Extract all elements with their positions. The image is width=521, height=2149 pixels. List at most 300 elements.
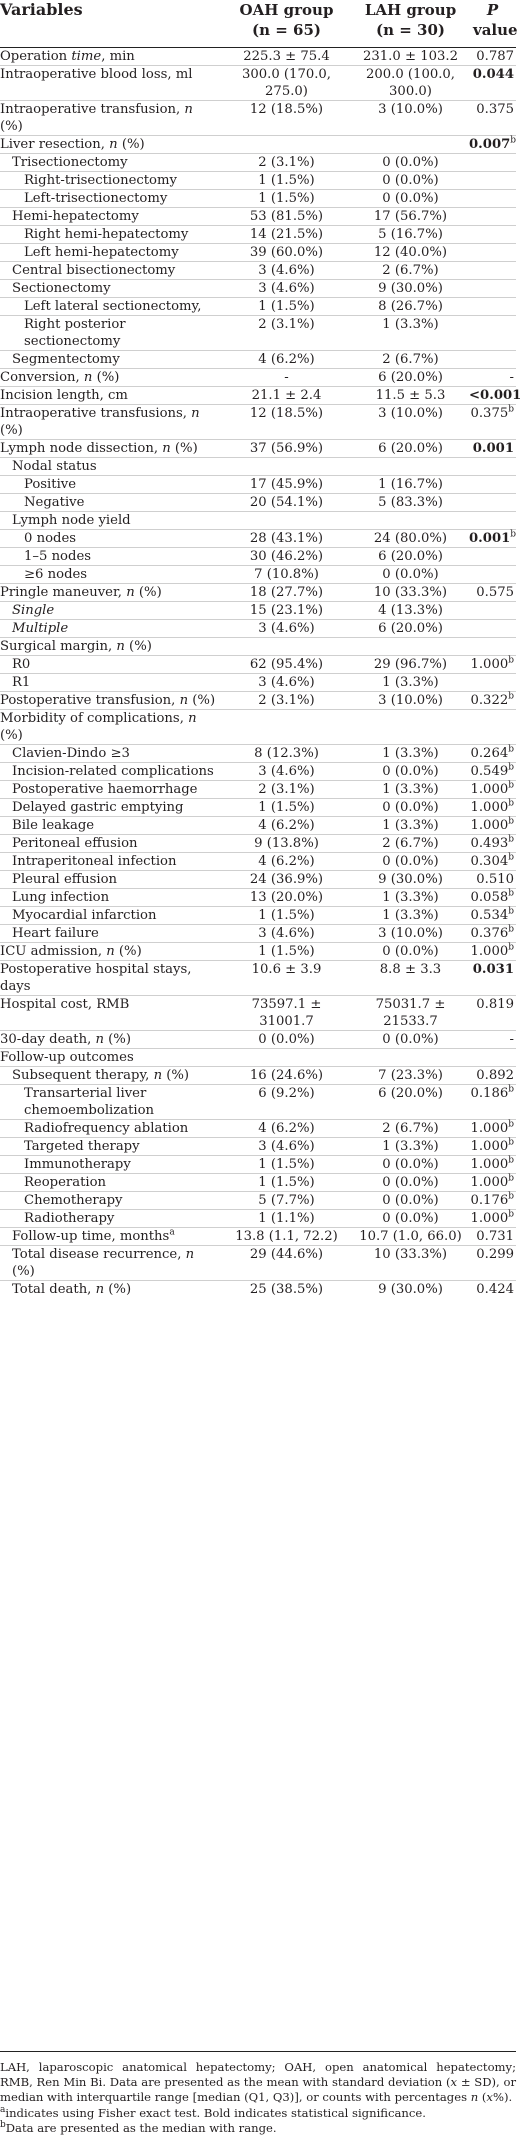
row-label: [0, 66, 221, 101]
lah-value: 10 (33.3%): [352, 584, 469, 602]
row-label: [0, 710, 221, 745]
p-value: [469, 674, 516, 692]
footnote-b: $^b$Data are presented as the median with range.: [0, 2119, 277, 2135]
row-label-text: Clavien-Dindo ≥3: [12, 746, 130, 761]
row-label-text: Incision-related complications: [12, 764, 214, 779]
row-label-text: 1–5 nodes: [24, 549, 92, 564]
p-value-text: 1.000: [470, 1139, 509, 1154]
oah-value: 2 (3.1%): [221, 316, 352, 351]
p-value: [469, 512, 516, 530]
oah-value: 24 (36.9%): [221, 871, 352, 889]
oah-value: 5 (7.7%): [221, 1192, 352, 1210]
oah-value: 21.1 ± 2.4: [221, 387, 352, 405]
table-row: [0, 1228, 516, 1246]
oah-value: 3 (4.6%): [221, 262, 352, 280]
lah-value: 1 (3.3%): [352, 316, 469, 351]
row-label-text: Reoperation: [24, 1175, 107, 1190]
table-row: [0, 1120, 516, 1138]
p-value: [469, 208, 516, 226]
row-label-text: 0 nodes: [24, 531, 77, 546]
lah-value: 75031.7 ± 21533.7: [352, 996, 469, 1031]
row-label-text: Follow-up time, months: [12, 1229, 170, 1244]
table-row: [0, 943, 516, 961]
lah-value: [352, 1049, 469, 1067]
oah-value: 15 (23.1%): [221, 602, 352, 620]
oah-value: 3 (4.6%): [221, 925, 352, 943]
table-row: [0, 710, 516, 745]
p-value: [469, 996, 516, 1031]
row-label-text: Lymph node yield: [12, 513, 131, 528]
oah-value: 4 (6.2%): [221, 1120, 352, 1138]
p-value-text: 1.000: [470, 1157, 509, 1172]
table-row: [0, 387, 516, 405]
p-value: [469, 1228, 516, 1246]
p-value-text: 0.264: [470, 746, 509, 761]
lah-value: 12 (40.0%): [352, 244, 469, 262]
row-label: [0, 548, 221, 566]
table-row: [0, 369, 516, 387]
oah-value: 8 (12.3%): [221, 745, 352, 763]
row-label-text: Right hemi-hepatectomy: [24, 227, 189, 242]
table-row: [0, 817, 516, 835]
table-row: [0, 674, 516, 692]
p-value: [469, 190, 516, 208]
row-label: [0, 280, 221, 298]
p-value: [469, 961, 516, 996]
lah-value: 231.0 ± 103.2: [352, 48, 469, 66]
row-label-text: Hospital cost, RMB: [0, 997, 130, 1012]
p-value: [469, 889, 516, 907]
p-value-text: -: [509, 370, 514, 385]
row-label: [0, 1138, 221, 1156]
table-row: [0, 512, 516, 530]
table-row: [0, 1156, 516, 1174]
lah-value: 1 (16.7%): [352, 476, 469, 494]
oah-value: 0 (0.0%): [221, 1031, 352, 1049]
row-label-text: Total death, n (%): [12, 1282, 132, 1297]
p-value-text: 1.000: [470, 944, 509, 959]
p-value-text: 0.186: [470, 1086, 509, 1101]
row-label: [0, 298, 221, 316]
lah-value: 1 (3.3%): [352, 674, 469, 692]
p-value-text: 0.031: [472, 962, 514, 977]
row-label-text: Single: [12, 603, 55, 618]
p-value-text: 0.534: [470, 908, 509, 923]
table-row: [0, 440, 516, 458]
p-value-text: 1.000: [470, 1211, 509, 1226]
row-label-text: Central bisectionectomy: [12, 263, 176, 278]
row-label: [0, 1281, 221, 1299]
row-label-text: Liver resection, n (%): [0, 137, 145, 152]
row-label-text: Pleural effusion: [12, 872, 118, 887]
p-value-text: 0.376: [470, 926, 509, 941]
table-row: [0, 208, 516, 226]
row-label: [0, 566, 221, 584]
row-label-text: Radiofrequency ablation: [24, 1121, 189, 1136]
p-footnote-mark: b: [508, 906, 514, 917]
p-footnote-mark: b: [508, 1191, 514, 1202]
row-label: [0, 584, 221, 602]
p-value: [469, 1049, 516, 1067]
p-value: [469, 1156, 516, 1174]
table-row: [0, 1049, 516, 1067]
oah-value: 6 (9.2%): [221, 1085, 352, 1120]
p-value: [469, 584, 516, 602]
row-label-text: Postoperative transfusion, n (%): [0, 693, 216, 708]
p-value: [469, 745, 516, 763]
p-footnote-mark: b: [508, 1119, 514, 1130]
table-row: [0, 476, 516, 494]
p-footnote-mark: b: [508, 852, 514, 863]
oah-value: 16 (24.6%): [221, 1067, 352, 1085]
lah-value: 1 (3.3%): [352, 1138, 469, 1156]
oah-value: [221, 458, 352, 476]
lah-value: 0 (0.0%): [352, 1192, 469, 1210]
table-row: [0, 405, 516, 440]
oah-value: 1 (1.5%): [221, 943, 352, 961]
row-label-text: Left hemi-hepatectomy: [24, 245, 179, 260]
row-label-text: Left-trisectionectomy: [24, 191, 168, 206]
row-label-text: Lung infection: [12, 890, 110, 905]
lah-value: 9 (30.0%): [352, 280, 469, 298]
oah-value: 4 (6.2%): [221, 817, 352, 835]
p-value: [469, 763, 516, 781]
table-row: [0, 1281, 516, 1299]
row-label: [0, 656, 221, 674]
p-value: [469, 1085, 516, 1120]
row-label: [0, 602, 221, 620]
table-row: [0, 494, 516, 512]
lah-value: [352, 136, 469, 154]
header-oah-group: OAH group (n = 65): [221, 0, 352, 48]
p-value-text: 0.892: [476, 1068, 514, 1083]
oah-value: 62 (95.4%): [221, 656, 352, 674]
oah-value: 2 (3.1%): [221, 781, 352, 799]
p-footnote-mark: b: [508, 780, 514, 791]
p-footnote-mark: b: [508, 762, 514, 773]
p-value-text: 1.000: [470, 1175, 509, 1190]
lah-value: 3 (10.0%): [352, 925, 469, 943]
p-value-text: 0.322: [470, 693, 509, 708]
table-row: [0, 244, 516, 262]
lah-value: 1 (3.3%): [352, 907, 469, 925]
p-value-text: 0.493: [470, 836, 509, 851]
p-value-text: 0.424: [476, 1282, 514, 1297]
p-footnote-mark: b: [508, 888, 514, 899]
row-label: [0, 871, 221, 889]
p-footnote-mark: b: [510, 529, 517, 540]
p-value-text: 1.000: [470, 800, 509, 815]
p-value: [469, 48, 516, 66]
lah-value: 200.0 (100.0, 300.0): [352, 66, 469, 101]
table-row: [0, 101, 516, 136]
table-row: [0, 48, 516, 66]
row-label: [0, 1067, 221, 1085]
footnote-a: $^a$indicates using Fisher exact test. Bold indicates statistical significance.: [0, 2104, 426, 2120]
table-row: [0, 530, 516, 548]
oah-value: 39 (60.0%): [221, 244, 352, 262]
table-row: [0, 458, 516, 476]
p-value: [469, 405, 516, 440]
p-value: [469, 656, 516, 674]
table-row: [0, 781, 516, 799]
row-label: [0, 530, 221, 548]
p-value: [469, 458, 516, 476]
p-value-text: 1.000: [470, 782, 509, 797]
table-row: [0, 1138, 516, 1156]
row-label-text: Myocardial infarction: [12, 908, 157, 923]
table-row: [0, 1246, 516, 1281]
table-row: [0, 351, 516, 369]
p-footnote-mark: b: [508, 942, 514, 953]
row-label-text: Surgical margin, n (%): [0, 639, 152, 654]
row-label-text: Lymph node dissection, n (%): [0, 441, 198, 456]
row-label: [0, 763, 221, 781]
oah-value: 12 (18.5%): [221, 101, 352, 136]
oah-value: [221, 710, 352, 745]
oah-value: 13 (20.0%): [221, 889, 352, 907]
p-value: [469, 781, 516, 799]
oah-value: 225.3 ± 75.4: [221, 48, 352, 66]
row-label: [0, 316, 221, 351]
lah-value: 2 (6.7%): [352, 835, 469, 853]
row-label: [0, 1174, 221, 1192]
lah-value: 8.8 ± 3.3: [352, 961, 469, 996]
p-value: [469, 638, 516, 656]
lah-value: 0 (0.0%): [352, 1210, 469, 1228]
lah-value: 2 (6.7%): [352, 262, 469, 280]
lah-value: 3 (10.0%): [352, 405, 469, 440]
oah-value: 18 (27.7%): [221, 584, 352, 602]
table-row: [0, 136, 516, 154]
oah-value: 12 (18.5%): [221, 405, 352, 440]
p-value-text: 0.176: [470, 1193, 509, 1208]
p-value: [469, 692, 516, 710]
p-value-text: 0.044: [472, 67, 514, 82]
lah-value: 8 (26.7%): [352, 298, 469, 316]
row-label: [0, 799, 221, 817]
lah-value: [352, 512, 469, 530]
p-value-text: 0.001: [472, 441, 514, 456]
row-label: [0, 154, 221, 172]
table-header-row: [0, 0, 516, 48]
p-value-text: 0.058: [470, 890, 509, 905]
oah-value: [221, 136, 352, 154]
lah-value: 5 (83.3%): [352, 494, 469, 512]
lah-value: 0 (0.0%): [352, 943, 469, 961]
lah-value: 17 (56.7%): [352, 208, 469, 226]
table-body: [0, 48, 521, 1299]
row-label: [0, 1192, 221, 1210]
oah-value: 53 (81.5%): [221, 208, 352, 226]
oah-value: 37 (56.9%): [221, 440, 352, 458]
p-value: [469, 1067, 516, 1085]
p-value-text: 0.819: [476, 997, 514, 1012]
p-value: [469, 280, 516, 298]
header-lah-group: LAH group (n = 30): [352, 0, 469, 48]
lah-value: 3 (10.0%): [352, 692, 469, 710]
lah-value: 0 (0.0%): [352, 853, 469, 871]
p-value: [469, 244, 516, 262]
row-label-text: Incision length, cm: [0, 388, 128, 403]
p-value-text: 0.304: [470, 854, 509, 869]
p-footnote-mark: b: [508, 924, 514, 935]
p-value-text: 0.375: [476, 102, 514, 117]
table-row: [0, 692, 516, 710]
oah-value: 73597.1 ± 31001.7: [221, 996, 352, 1031]
header-p-value: P value: [469, 0, 516, 48]
row-label: [0, 262, 221, 280]
row-label: [0, 440, 221, 458]
p-footnote-mark: b: [508, 1155, 514, 1166]
row-label-text: Delayed gastric emptying: [12, 800, 184, 815]
row-label: [0, 387, 221, 405]
p-value: [469, 835, 516, 853]
oah-value: 2 (3.1%): [221, 692, 352, 710]
oah-value: 3 (4.6%): [221, 674, 352, 692]
lah-value: 4 (13.3%): [352, 602, 469, 620]
row-label: [0, 512, 221, 530]
table-row: [0, 548, 516, 566]
p-value: [469, 262, 516, 280]
p-value: [469, 1031, 516, 1049]
row-label-text: Intraoperative blood loss, ml: [0, 67, 193, 82]
oah-value: 1 (1.5%): [221, 190, 352, 208]
row-label-text: 30-day death, n (%): [0, 1032, 131, 1047]
row-label-text: Positive: [24, 477, 77, 492]
p-footnote-mark: b: [508, 404, 514, 415]
lah-value: 10 (33.3%): [352, 1246, 469, 1281]
table-footnotes: [0, 2051, 516, 2136]
p-value: [469, 602, 516, 620]
p-value: [469, 172, 516, 190]
p-value: [469, 369, 516, 387]
lah-value: 0 (0.0%): [352, 172, 469, 190]
row-label: [0, 226, 221, 244]
oah-value: 1 (1.1%): [221, 1210, 352, 1228]
oah-value: 4 (6.2%): [221, 351, 352, 369]
row-label: [0, 476, 221, 494]
oah-value: 3 (4.6%): [221, 280, 352, 298]
oah-value: 1 (1.5%): [221, 172, 352, 190]
table-row: [0, 1192, 516, 1210]
row-label: [0, 638, 221, 656]
row-label: [0, 351, 221, 369]
p-value: [469, 476, 516, 494]
row-label-text: Intraperitoneal infection: [12, 854, 177, 869]
row-label: [0, 817, 221, 835]
p-value: [469, 1246, 516, 1281]
lah-value: 3 (10.0%): [352, 101, 469, 136]
row-label: [0, 1156, 221, 1174]
oah-value: 1 (1.5%): [221, 907, 352, 925]
table-row: [0, 763, 516, 781]
row-label-text: Chemotherapy: [24, 1193, 123, 1208]
p-value-text: 0.731: [476, 1229, 514, 1244]
lah-value: 6 (20.0%): [352, 548, 469, 566]
oah-value: 1 (1.5%): [221, 1174, 352, 1192]
p-value: [469, 298, 516, 316]
row-label: [0, 208, 221, 226]
table-row: [0, 799, 516, 817]
table-row: [0, 1067, 516, 1085]
oah-value: 14 (21.5%): [221, 226, 352, 244]
row-label-text: ICU admission, n (%): [0, 944, 142, 959]
p-value: [469, 853, 516, 871]
row-label-text: R1: [12, 675, 31, 690]
lah-value: 0 (0.0%): [352, 1174, 469, 1192]
oah-value: 10.6 ± 3.9: [221, 961, 352, 996]
table-row: [0, 1210, 516, 1228]
p-value: [469, 136, 516, 154]
lah-value: 0 (0.0%): [352, 763, 469, 781]
table-row: [0, 66, 516, 101]
row-label: [0, 458, 221, 476]
p-value-text: <0.001: [469, 388, 521, 403]
table-row: [0, 925, 516, 943]
oah-value: 1 (1.5%): [221, 1156, 352, 1174]
row-label-text: Subsequent therapy, n (%): [12, 1068, 190, 1083]
table-row: [0, 889, 516, 907]
p-value: [469, 710, 516, 745]
row-label-text: Morbidity of complications, n (%): [0, 711, 197, 743]
lah-value: 11.5 ± 5.3: [352, 387, 469, 405]
label-footnote-mark: a: [169, 1227, 175, 1238]
lah-value: 7 (23.3%): [352, 1067, 469, 1085]
row-label: [0, 494, 221, 512]
lah-value: [352, 710, 469, 745]
oah-value: 25 (38.5%): [221, 1281, 352, 1299]
table-row: [0, 871, 516, 889]
table-row: [0, 316, 516, 351]
p-footnote-mark: b: [508, 1084, 514, 1095]
row-label-text: Postoperative haemorrhage: [12, 782, 198, 797]
oah-value: 3 (4.6%): [221, 763, 352, 781]
p-value: [469, 351, 516, 369]
table-row: [0, 961, 516, 996]
table-row: [0, 656, 516, 674]
oah-value: 1 (1.5%): [221, 298, 352, 316]
row-label: [0, 620, 221, 638]
p-value: [469, 387, 521, 405]
row-label-text: Bile leakage: [12, 818, 95, 833]
oah-value: 4 (6.2%): [221, 853, 352, 871]
oah-value: 9 (13.8%): [221, 835, 352, 853]
row-label: [0, 907, 221, 925]
p-footnote-mark: b: [508, 655, 514, 666]
lah-value: 6 (20.0%): [352, 440, 469, 458]
row-label-text: Intraoperative transfusions, n (%): [0, 406, 200, 438]
p-value: [469, 817, 516, 835]
lah-value: 0 (0.0%): [352, 566, 469, 584]
row-label-text: Right-trisectionectomy: [24, 173, 177, 188]
lah-value: [352, 458, 469, 476]
row-label: [0, 405, 221, 440]
table-row: [0, 1174, 516, 1192]
lah-value: 9 (30.0%): [352, 1281, 469, 1299]
row-label-text: Intraoperative transfusion, n (%): [0, 102, 193, 134]
p-value: [469, 907, 516, 925]
oah-value: 7 (10.8%): [221, 566, 352, 584]
table-row: [0, 280, 516, 298]
p-value: [469, 1174, 516, 1192]
row-label: [0, 48, 221, 66]
header-variables: Variables: [0, 0, 221, 48]
table-row: [0, 262, 516, 280]
oah-value: 20 (54.1%): [221, 494, 352, 512]
row-label-text: Immunotherapy: [24, 1157, 131, 1172]
p-value-text: 1.000: [470, 818, 509, 833]
